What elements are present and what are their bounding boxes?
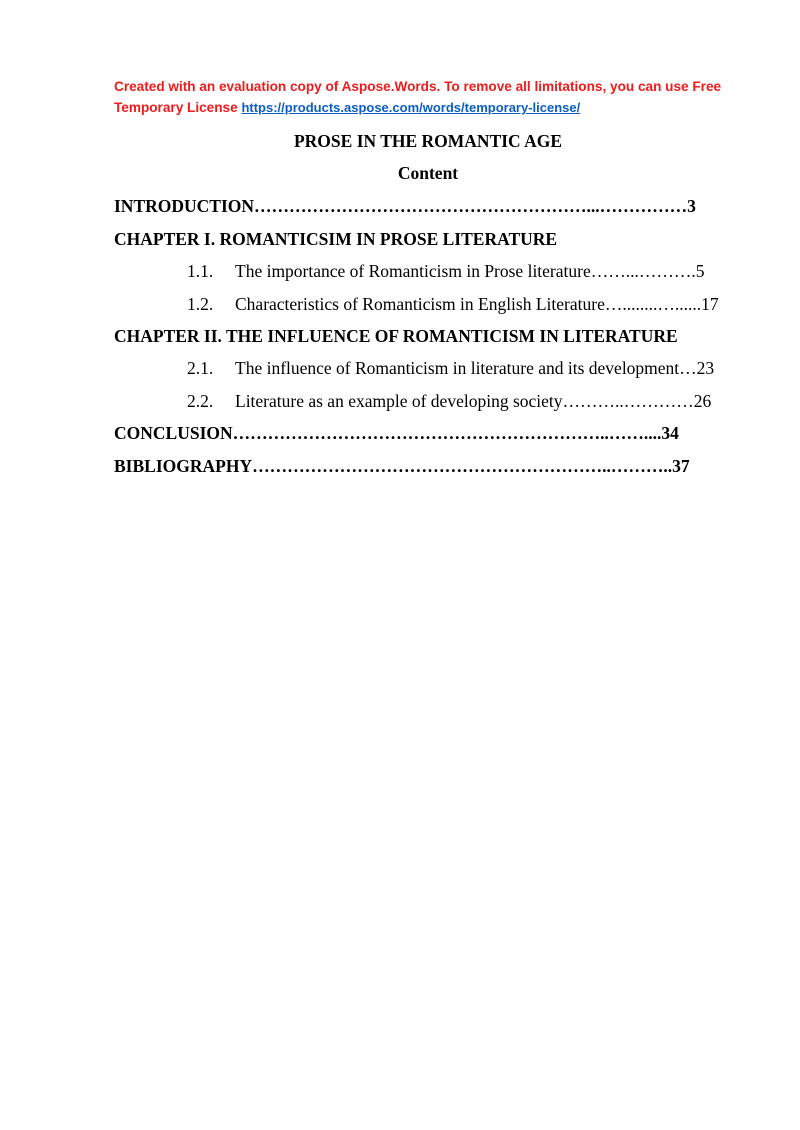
section-title: Literature as an example of developing society………..…………26 [235,391,712,411]
section-title: The importance of Romanticism in Prose literature……...……….5 [235,261,705,281]
toc-introduction: INTRODUCTION…………………………………………………...……………3 [114,196,696,216]
watermark-text: Created with an evaluation copy of Aspose.Words. To remove all limitations, you can use Free Temporary License [114,79,722,115]
section-number: 1.2. [187,294,214,314]
toc-section-2-1 [187,357,714,379]
toc-section-2-2 [187,390,711,412]
document-title: PROSE IN THE ROMANTIC AGE [293,131,563,151]
toc-chapter-2: CHAPTER II. THE INFLUENCE OF ROMANTICISM IN LITERATURE [114,326,678,346]
evaluation-watermark [114,76,754,118]
temporary-license-link[interactable]: https://products.aspose.com/words/temporary-license/ [241,100,581,115]
toc-chapter-1: CHAPTER I. ROMANTICSIM IN PROSE LITERATURE [114,229,558,249]
section-number: 2.1. [187,358,214,378]
toc-section-1-2 [187,293,719,315]
section-title: The influence of Romanticism in literature and its development…23 [235,358,715,378]
content-heading: Content [397,163,459,183]
toc-section-1-1 [187,260,704,282]
toc-conclusion: CONCLUSION………………………………………………………..……....34 [114,423,679,443]
toc-bibliography: BIBLIOGRAPHY……………………………………………………..………..37 [114,456,690,476]
section-title: Characteristics of Romanticism in English Literature…........…......17 [235,294,719,314]
section-number: 2.2. [187,391,214,411]
section-number: 1.1. [187,261,214,281]
